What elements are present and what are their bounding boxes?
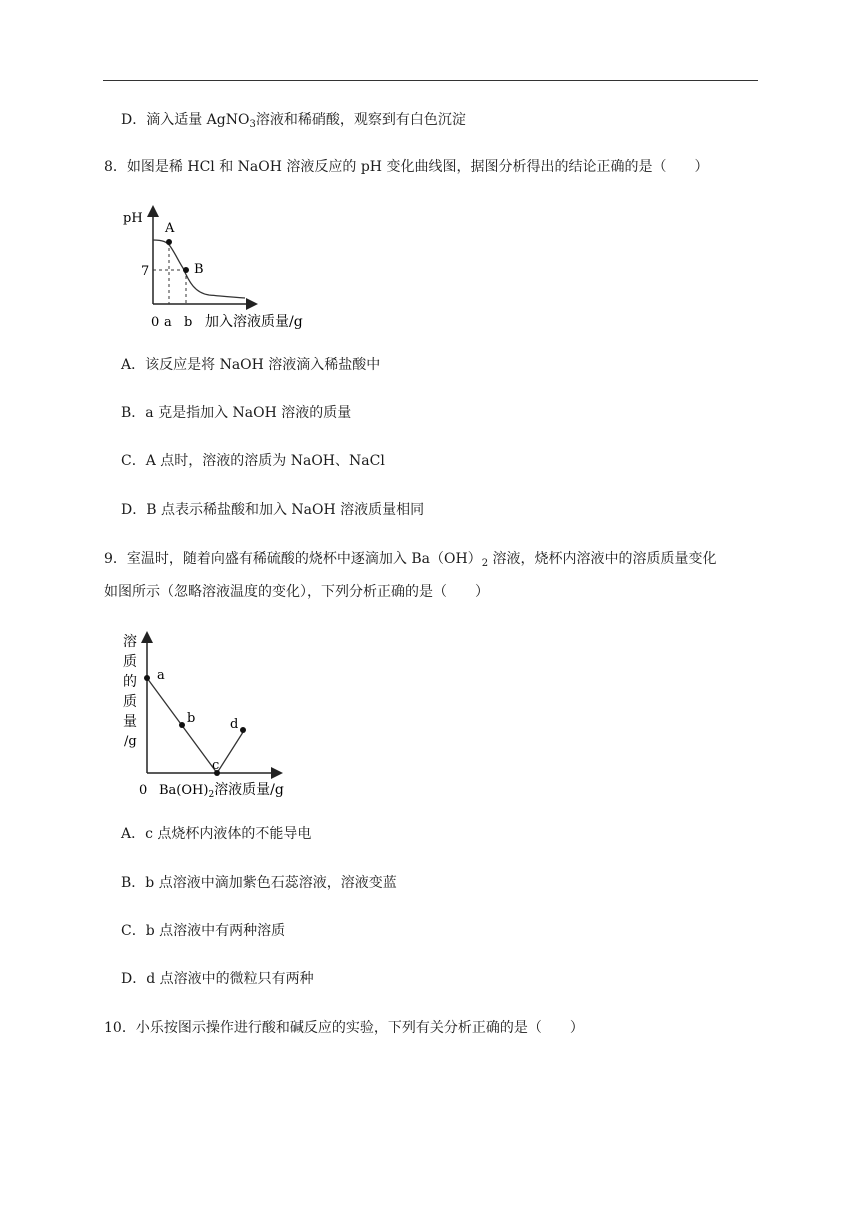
q9-solute-mass-figure [115,628,310,803]
point-c-label: c [212,758,220,773]
point-a [166,239,172,245]
x-label-subscript: 2 [208,790,215,800]
x-axis-label [159,781,284,800]
stem-text: 9．室温时，随着向盛有稀硫酸的烧杯中逐滴加入 Ba（OH） [104,551,482,567]
question-10-stem: 10．小乐按图示操作进行酸和碱反应的实验，下列有关分析正确的是（ ） [104,1020,584,1036]
y-label-char: 质 [123,694,137,710]
y-label-char: 质 [123,654,137,670]
option-text: a 克是指加入 NaOH 溶液的质量 [145,405,352,421]
option-label: C． [121,923,146,939]
q9-option-d [121,969,314,989]
option-label: D． [121,112,147,128]
y-label-char: 溶 [123,634,137,650]
option-text: 该反应是将 NaOH 溶液滴入稀盐酸中 [145,357,381,373]
point-a [144,675,150,681]
option-label: D． [121,502,147,518]
q8-option-b [121,403,351,423]
origin-label: 0 [139,783,148,798]
option-label: D． [121,971,147,987]
option-text: d 点溶液中的微粒只有两种 [146,971,314,987]
q9-option-b [121,873,397,893]
option-label: A． [121,826,146,842]
stem-text: 溶液，烧杯内溶液中的溶质质量变化 [488,551,717,567]
option-text: 滴入适量 AgNO [146,112,250,128]
point-d-label: d [230,717,239,732]
point-a-label: A [165,221,175,236]
option-label: B． [121,405,146,421]
option-text: b 点溶液中有两种溶质 [145,923,286,939]
x-label-part: Ba(OH) [159,783,209,798]
point-a-label: a [157,668,165,683]
x-label-part: 溶液质量/g [214,782,284,798]
y-tick-7: 7 [141,264,150,279]
question-8-stem: 8．如图是稀 HCl 和 NaOH 溶液反应的 pH 变化曲线图，据图分析得出的结论正确的是（ ） [104,159,709,175]
x-tick-b: b [184,315,193,330]
subscript: 2 [481,558,489,569]
option-label: C． [121,453,146,469]
option-text: c 点烧杯内液体的不能导电 [145,826,312,842]
header-rule [103,80,758,81]
y-axis-label: pH [123,211,143,226]
option-text: A 点时，溶液的溶质为 NaOH、NaCl [145,453,385,469]
q8-ph-curve-figure [115,198,330,338]
point-d [240,727,246,733]
option-7d [121,110,466,130]
q8-option-c [121,451,385,471]
q9-option-c [121,921,285,941]
x-tick-a: a [164,315,172,330]
y-label-char: /g [124,734,137,749]
origin-label: 0 [151,315,160,330]
option-label: A． [121,357,146,373]
subscript: 3 [249,119,256,130]
point-b-label: b [187,711,196,726]
y-label-char: 的 [123,674,137,690]
question-9-stem-line1 [104,549,717,569]
option-text: B 点表示稀盐酸和加入 NaOH 溶液质量相同 [146,502,425,518]
option-text: 溶液和稀硝酸，观察到有白色沉淀 [255,112,466,128]
point-b [179,722,185,728]
point-b-label: B [194,262,204,277]
q8-option-a [121,355,380,375]
point-b [183,267,189,273]
q8-option-d [121,500,424,520]
question-9-stem-line2: 如图所示（忽略溶液温度的变化），下列分析正确的是（ ） [104,584,489,600]
option-label: B． [121,875,146,891]
q9-option-a [121,824,311,844]
option-text: b 点溶液中滴加紫色石蕊溶液，溶液变蓝 [145,875,397,891]
x-axis-label: 加入溶液质量/g [205,314,303,330]
y-label-char: 量 [123,714,137,730]
